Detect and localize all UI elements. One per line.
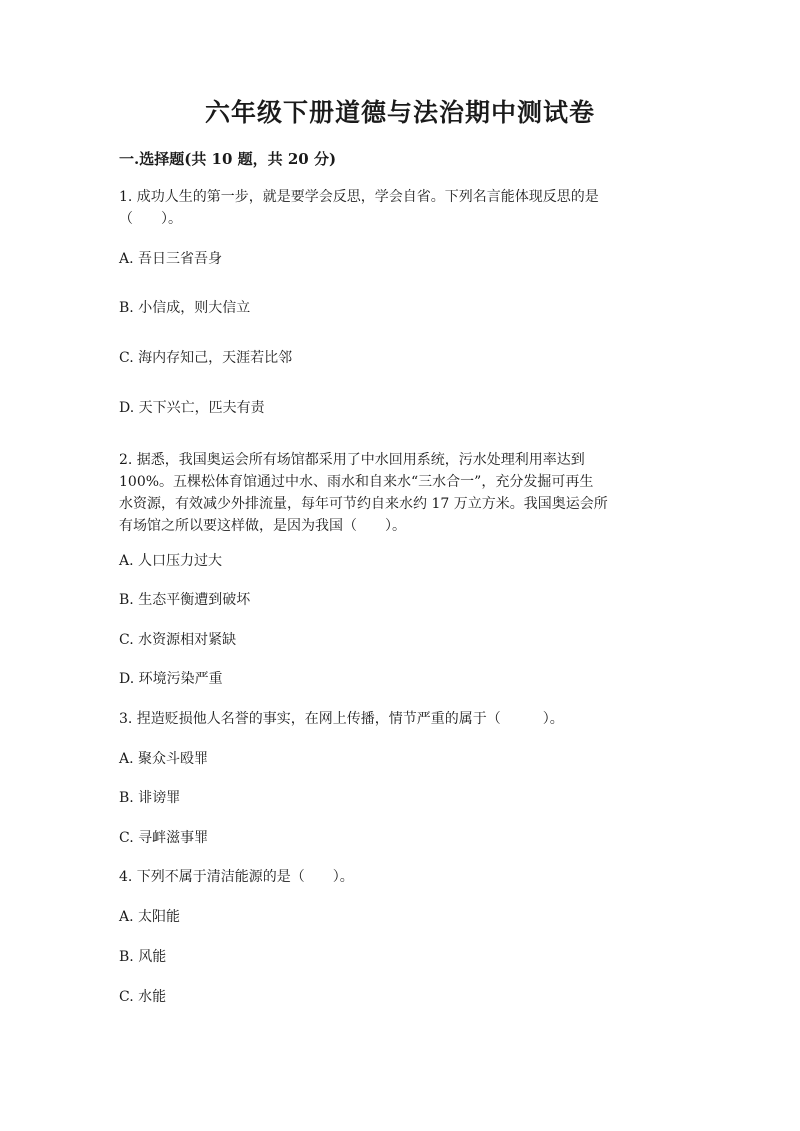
question-1-option-d: D. 天下兴亡，匹夫有责 [119, 400, 265, 416]
question-1-stem-line-2: （ ）。 [119, 211, 182, 227]
question-3-stem: 3. 捏造贬损他人名誉的事实，在网上传播，情节严重的属于（ ）。 [119, 711, 564, 727]
question-4-option-c: C. 水能 [119, 989, 167, 1005]
question-2-option-a: A. 人口压力过大 [119, 553, 223, 569]
question-1-option-b: B. 小信成，则大信立 [119, 300, 251, 316]
question-2-option-d: D. 环境污染严重 [119, 671, 223, 687]
question-3-option-c: C. 寻衅滋事罪 [119, 830, 209, 846]
question-2-stem [119, 449, 689, 537]
page-title: 六年级下册道德与法治期中测试卷 [204, 98, 595, 127]
question-4-option-b: B. 风能 [119, 949, 167, 965]
question-1-option-c: C. 海内存知己，天涯若比邻 [119, 350, 293, 366]
question-4-option-a: A. 太阳能 [119, 909, 181, 925]
question-2-stem-line-1: 2. 据悉，我国奥运会所有场馆都采用了中水回用系统，污水处理利用率达到 [119, 452, 585, 468]
question-3-option-a: A. 聚众斗殴罪 [119, 751, 209, 767]
question-2-option-c: C. 水资源相对紧缺 [119, 632, 237, 648]
question-1-stem-line-1: 1. 成功人生的第一步，就是要学会反思，学会自省。下列名言能体现反思的是 [119, 189, 599, 205]
question-2-stem-line-3: 水资源，有效减少外排流量，每年可节约自来水约 17 万立方米。我国奥运会所 [119, 496, 608, 512]
question-2-stem-line-2: 100%。五棵松体育馆通过中水、雨水和自来水“三水合一”，充分发掘可再生 [119, 474, 594, 490]
question-3-option-b: B. 诽谤罪 [119, 790, 181, 806]
question-2-option-b: B. 生态平衡遭到破坏 [119, 592, 251, 608]
section-heading: 一.选择题(共 10 题，共 20 分) [119, 150, 337, 168]
question-1-option-a: A. 吾日三省吾身 [119, 251, 223, 267]
question-2-stem-line-4: 有场馆之所以要这样做，是因为我国（ ）。 [119, 518, 406, 534]
question-4-stem: 4. 下列不属于清洁能源的是（ ）。 [119, 869, 354, 885]
question-1-stem [119, 186, 689, 230]
